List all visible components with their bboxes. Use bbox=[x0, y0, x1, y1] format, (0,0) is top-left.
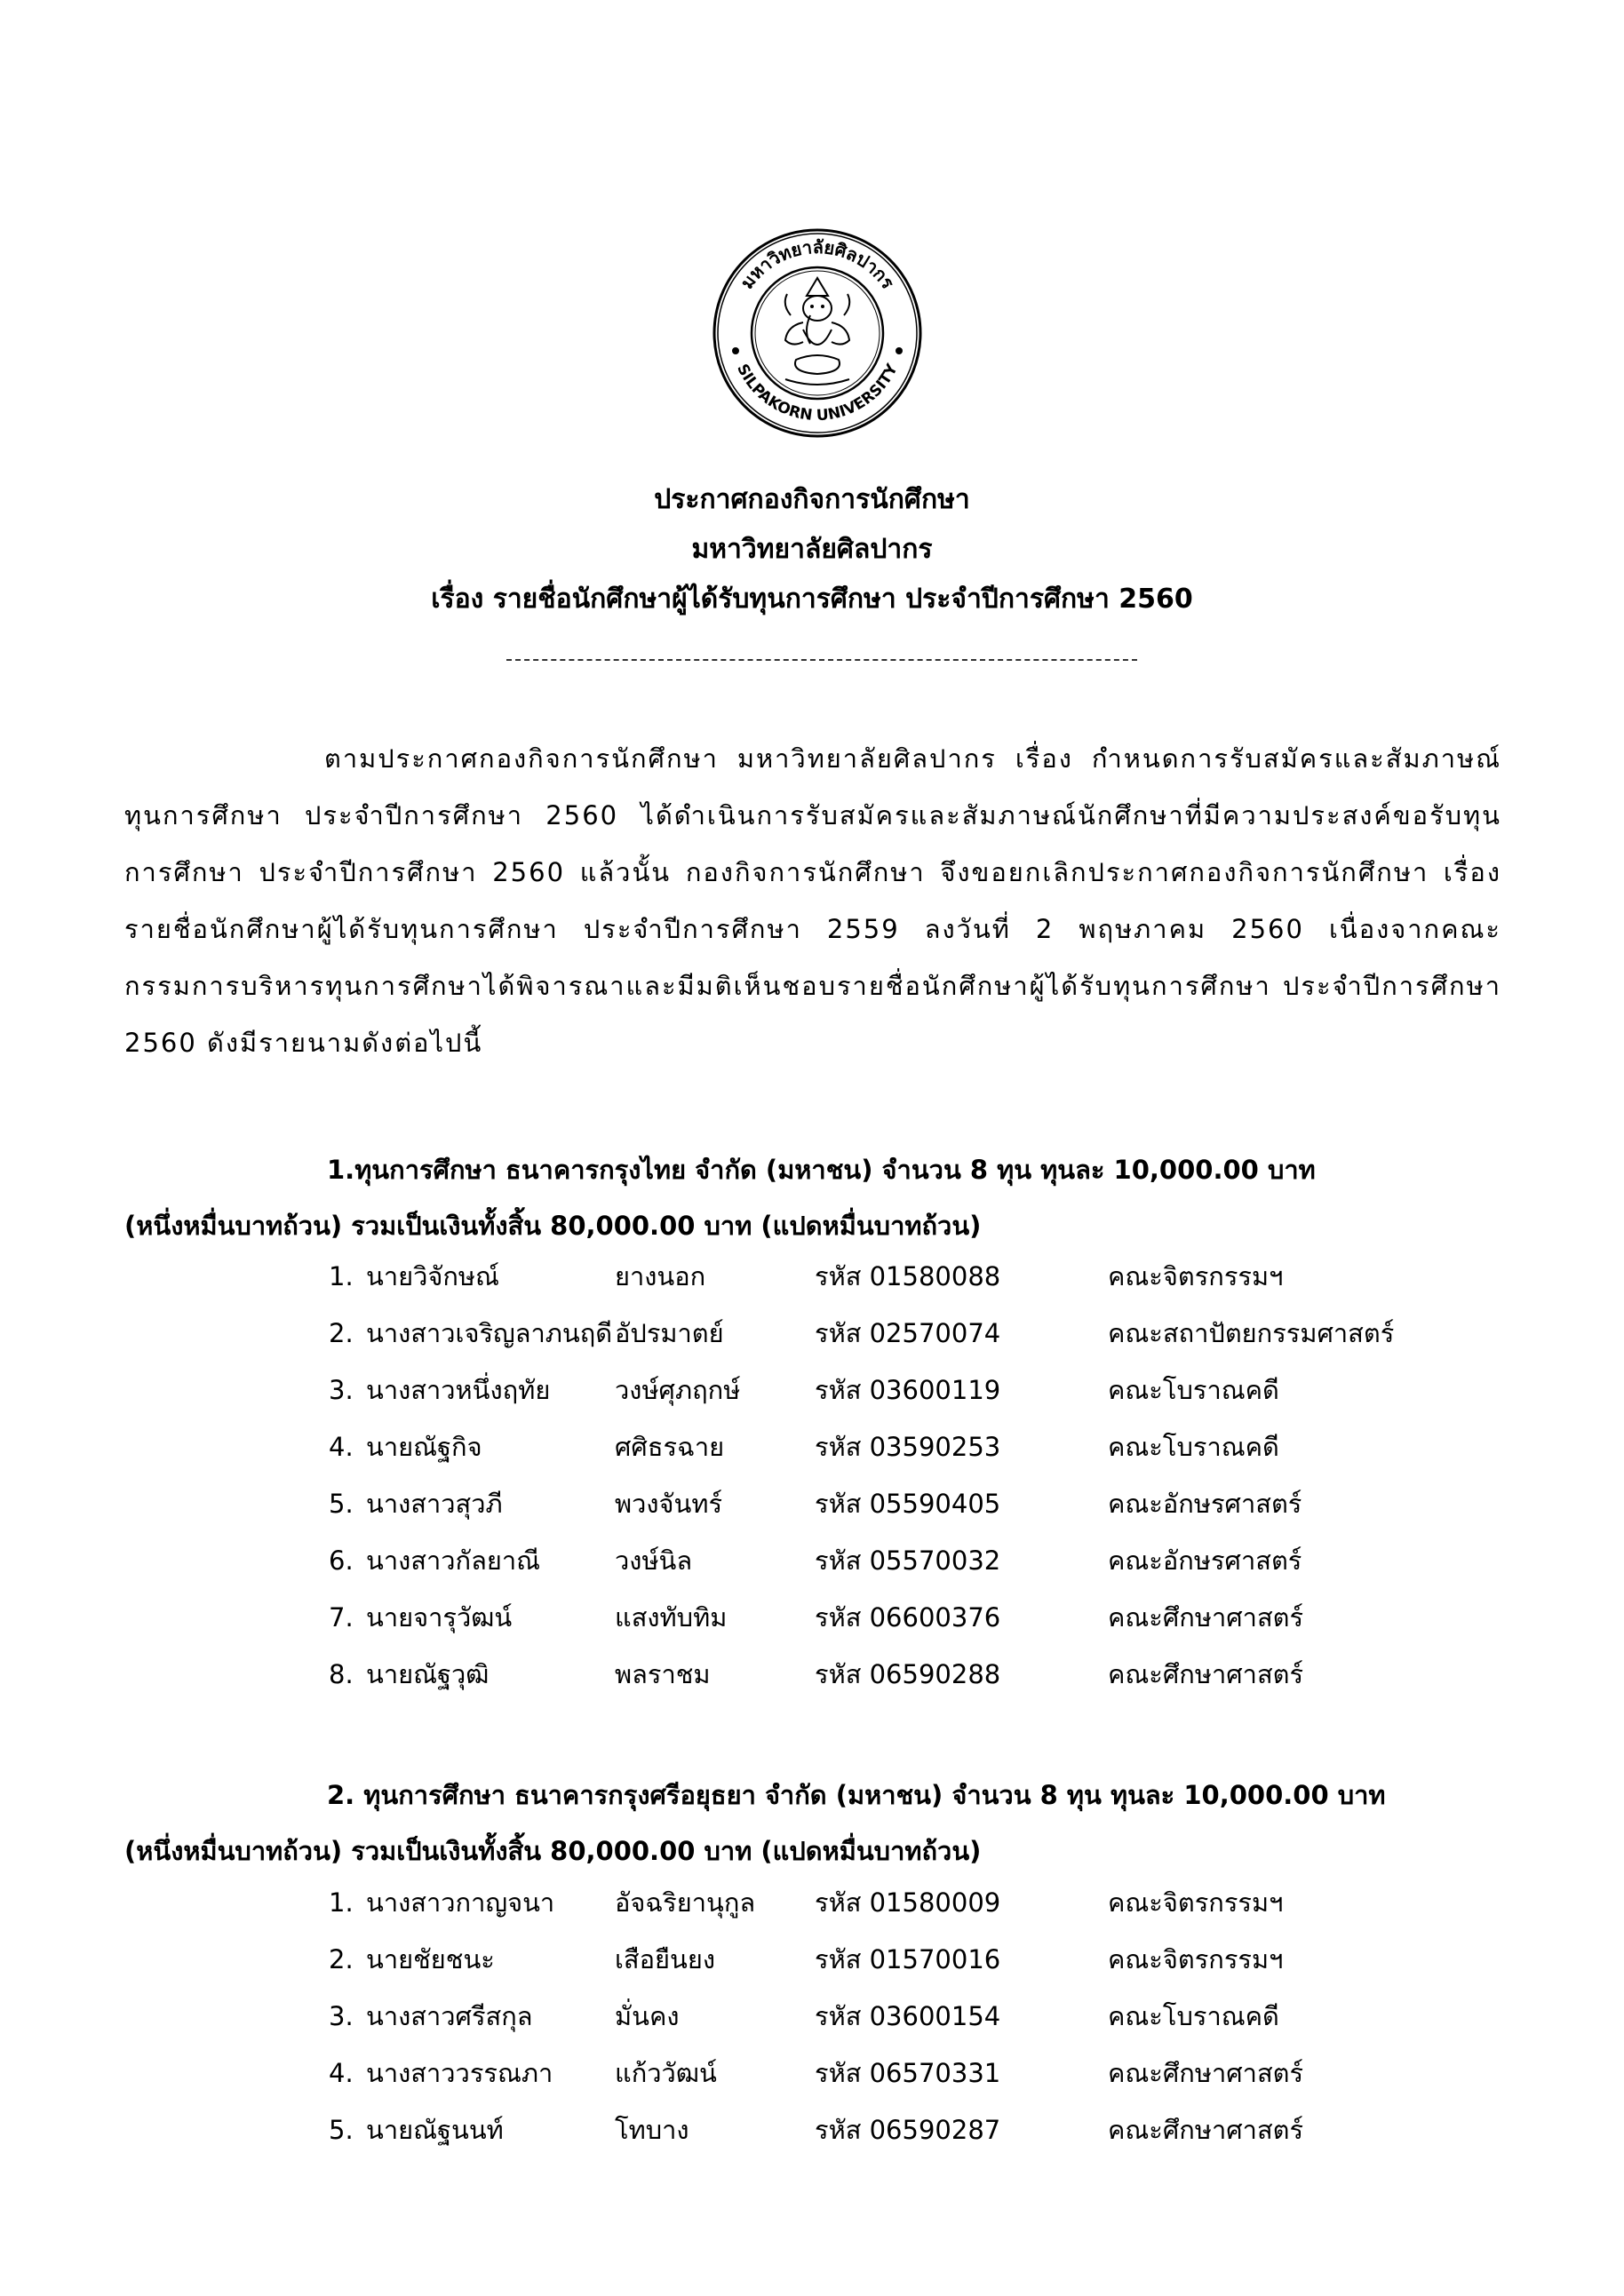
list-item: 4. นางสาววรรณภา แก้ววัฒน์ รหัส 06570331 คณะศึกษาศาสตร์ bbox=[329, 2058, 1304, 2088]
svg-text:มหาวิทยาลัยศิลปากร: มหาวิทยาลัยศิลปากร bbox=[736, 235, 899, 293]
announcement-header bbox=[0, 475, 1624, 624]
section-2-list bbox=[329, 1874, 1484, 2158]
section-title-line1: 1.ทุนการศึกษา ธนาคารกรุงไทย จำกัด (มหาชน) จำนวน 8 ทุน ทุนละ 10,000.00 บาท bbox=[327, 1155, 1316, 1185]
section-2-title bbox=[124, 1768, 1501, 1879]
list-item: 5. นางสาวสุวภี พวงจันทร์ รหัส 05590405 คณะอักษรศาสตร์ bbox=[329, 1489, 1302, 1519]
list-item: 4. นายณัฐกิจ ศศิธรฉาย รหัส 03590253 คณะโบราณคดี bbox=[329, 1432, 1279, 1462]
list-item: 8. นายณัฐวุฒิ พลราชม รหัส 06590288 คณะศึกษาศาสตร์ bbox=[329, 1659, 1304, 1689]
section-title-line1: 2. ทุนการศึกษา ธนาคารกรุงศรีอยุธยา จำกัด (มหาชน) จำนวน 8 ทุน ทุนละ 10,000.00 บาท bbox=[327, 1780, 1386, 1810]
intro-paragraph bbox=[124, 730, 1501, 1071]
list-item: 5. นายณัฐนนท์ โทบาง รหัส 06590287 คณะศึกษาศาสตร์ bbox=[329, 2115, 1304, 2145]
list-item: 3. นางสาวหนึ่งฤทัย วงษ์ศุภฤกษ์ รหัส 03600119 คณะโบราณคดี bbox=[329, 1375, 1279, 1405]
list-item: 1. นางสาวกาญจนา อัจฉริยานุกูล รหัส 01580009 คณะจิตรกรรมฯ bbox=[329, 1887, 1284, 1918]
section-title-line2: (หนึ่งหมื่นบาทถ้วน) รวมเป็นเงินทั้งสิ้น 80,000.00 บาท (แปดหมื่นบาทถ้วน) bbox=[124, 1836, 982, 1866]
intro-text: ตามประกาศกองกิจการนักศึกษา มหาวิทยาลัยศิลปากร เรื่อง กำหนดการรับสมัครและสัมภาษณ์ทุนการศึกษา ประจำปีการศึกษา 2560 ได้ดำเนินการรับสมัครและสัมภาษณ์นักศึกษาที่มีความประสงค์ขอรับทุนการศึกษา ประจำปีการศึกษา 2560 แล้วนั้น กองกิจการนักศึกษา จึงขอยกเลิกประกาศกองกิจการนักศึกษา เรื่อง รายชื่อนักศึกษาผู้ได้รับทุนการศึกษา ประจำปีการศึกษา 2559 ลงวันที่ 2 พฤษภาคม 2560 เนื่องจากคณะกรรมการบริหารทุนการศึกษาได้พิจารณาและมีมติเห็นชอบรายชื่อนักศึกษาผู้ได้รับทุนการศึกษา ประจำปีการศึกษา 2560 ดังมีรายนามดังต่อไปนี้ bbox=[124, 743, 1501, 1058]
header-university: มหาวิทยาลัยศิลปากร bbox=[691, 534, 933, 565]
section-1-list bbox=[329, 1248, 1484, 1703]
svg-text:SILPAKORN UNIVERSITY: SILPAKORN UNIVERSITY bbox=[733, 361, 902, 425]
list-item: 2. นายชัยชนะ เสือยืนยง รหัส 01570016 คณะจิตรกรรมฯ bbox=[329, 1944, 1284, 1974]
list-item: 2. นางสาวเจริญลาภนฤดี อัปรมาตย์ รหัส 02570074 คณะสถาปัตยกรรมศาสตร์ bbox=[329, 1318, 1395, 1348]
list-item: 6. นางสาวกัลยาณี วงษ์นิล รหัส 05570032 คณะอักษรศาสตร์ bbox=[329, 1545, 1302, 1576]
header-subject: เรื่อง รายชื่อนักศึกษาผู้ได้รับทุนการศึกษา ประจำปีการศึกษา 2560 bbox=[431, 584, 1193, 615]
list-item: 7. นายจารุวัฒน์ แสงทับทิม รหัส 06600376 คณะศึกษาศาสตร์ bbox=[329, 1602, 1304, 1633]
section-1-title bbox=[124, 1142, 1501, 1254]
header-title: ประกาศกองกิจการนักศึกษา bbox=[654, 484, 970, 515]
section-title-line2: (หนึ่งหมื่นบาทถ้วน) รวมเป็นเงินทั้งสิ้น 80,000.00 บาท (แปดหมื่นบาทถ้วน) bbox=[124, 1211, 982, 1241]
header-divider bbox=[506, 659, 1137, 661]
list-item: 1. นายวิจักษณ์ ยางนอก รหัส 01580088 คณะจิตรกรรมฯ bbox=[329, 1261, 1284, 1291]
university-seal-icon bbox=[711, 226, 924, 440]
list-item: 3. นางสาวศรีสกุล มั่นคง รหัส 03600154 คณะโบราณคดี bbox=[329, 2001, 1279, 2031]
